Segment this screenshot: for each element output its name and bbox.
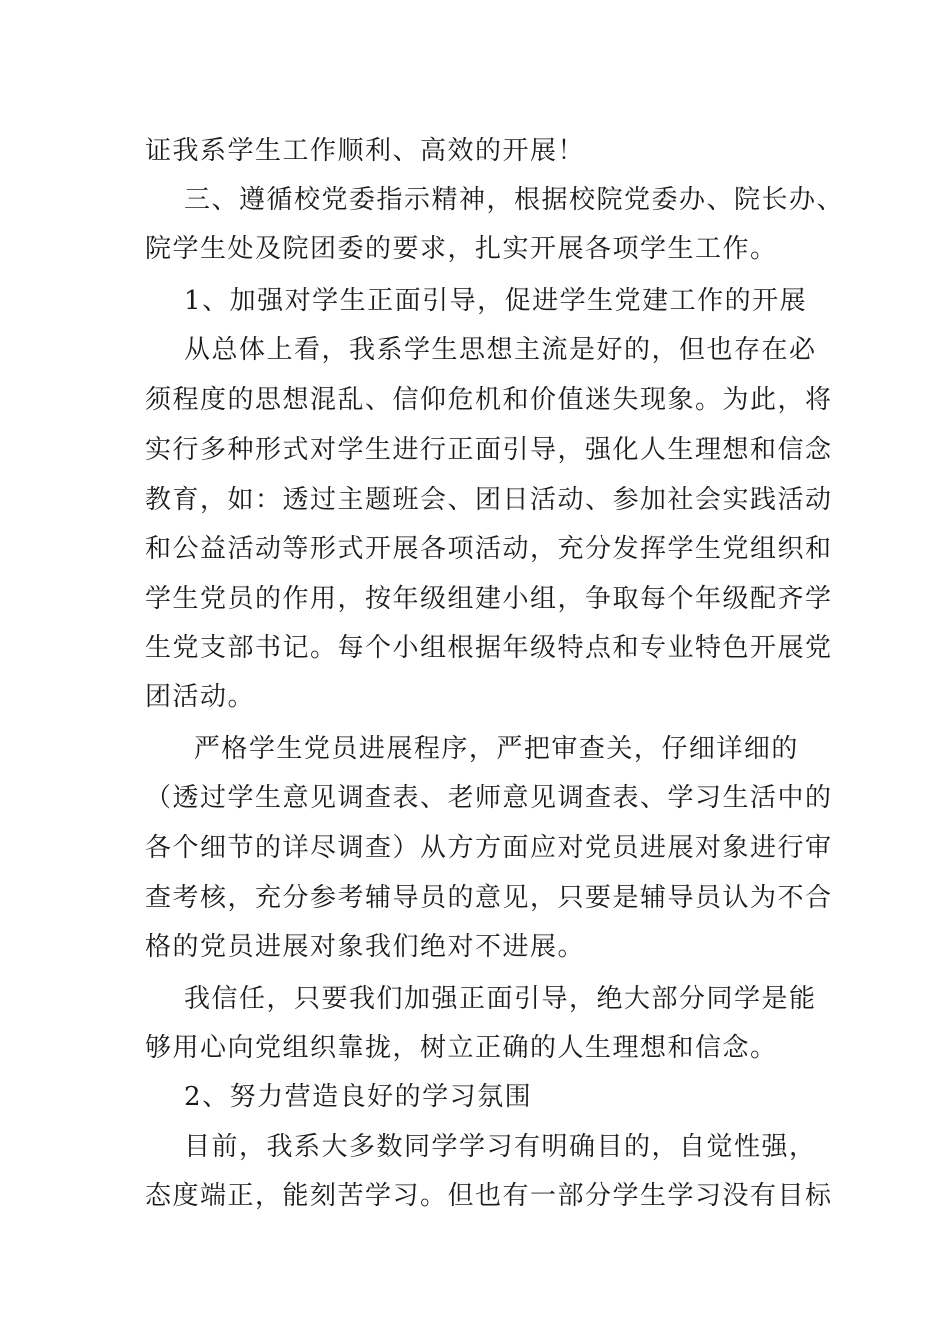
text-line: 学生党员的作用，按年级组建小组，争取每个年级配齐学	[145, 584, 833, 614]
text-line: 须程度的思想混乱、信仰危机和价值迷失现象。为此，将	[145, 385, 833, 415]
text-line: 院学生处及院团委的要求，扎实开展各项学生工作。	[145, 234, 778, 264]
text-line: （透过学生意见调查表、老师意见调查表、学习生活中的	[145, 783, 833, 813]
text-line: 我信任，只要我们加强正面引导，绝大部分同学是能	[145, 984, 817, 1014]
text-line: 格的党员进展对象我们绝对不进展。	[145, 932, 586, 962]
text-line: 团活动。	[145, 682, 256, 712]
text-line: 三、遵循校党委指示精神，根据校院党委办、院长办、	[145, 185, 845, 215]
text-line: 查考核，充分参考辅导员的意见，只要是辅导员认为不合	[145, 883, 833, 913]
text-line: 态度端正，能刻苦学习。但也有一部分学生学习没有目标	[145, 1181, 833, 1211]
text-line: 目前，我系大多数同学学习有明确目的，自觉性强，	[145, 1132, 817, 1162]
text-line: 从总体上看，我系学生思想主流是好的，但也存在必	[145, 335, 817, 365]
section-heading: 1、加强对学生正面引导，促进学生党建工作的开展	[145, 286, 808, 316]
text-line: 生党支部书记。每个小组根据年级特点和专业特色开展党	[145, 633, 833, 663]
section-heading: 2、努力营造良好的学习氛围	[145, 1082, 533, 1112]
text-line: 够用心向党组织靠拢，树立正确的人生理想和信念。	[145, 1033, 778, 1063]
text-line: 各个细节的详尽调查）从方方面应对党员进展对象进行审	[145, 833, 833, 863]
text-line: 和公益活动等形式开展各项活动，充分发挥学生党组织和	[145, 534, 833, 564]
text-line: 实行多种形式对学生进行正面引导，强化人生理想和信念	[145, 435, 833, 465]
text-line: 教育，如：透过主题班会、团日活动、参加社会实践活动	[145, 485, 833, 515]
text-line: 证我系学生工作顺利、高效的开展！	[145, 136, 586, 166]
text-line: 严格学生党员进展程序，严把审查关，仔细详细的	[145, 734, 799, 764]
